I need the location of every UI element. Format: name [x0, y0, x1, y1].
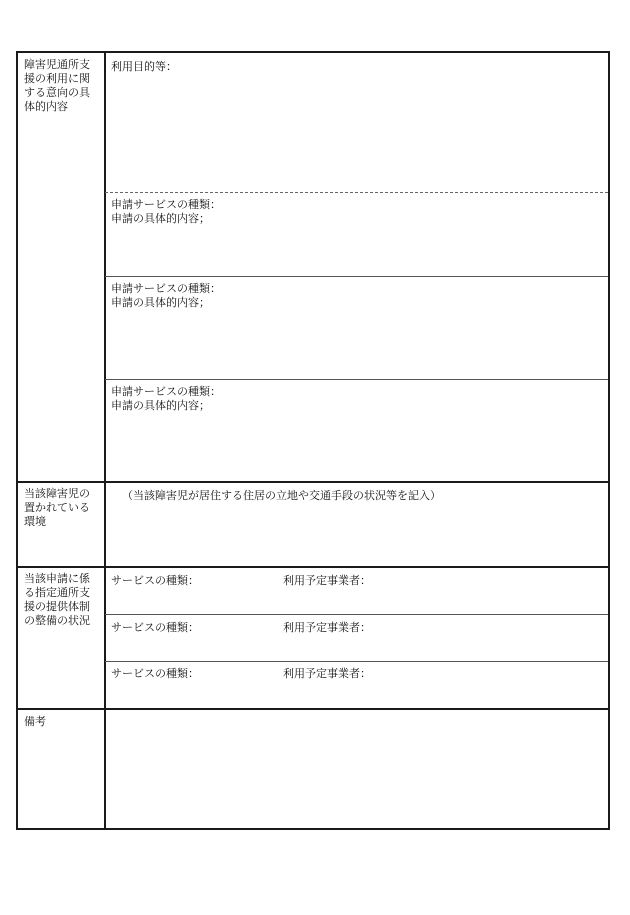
provision-row-2-provider-label: 利用予定事業者： — [283, 621, 371, 634]
request-3-service-type-label: 申請サービスの種類： — [111, 385, 221, 398]
request-divider-2 — [105, 379, 608, 380]
request-2-detail-label: 申請の具体的内容； — [111, 296, 210, 309]
section-divider-1 — [18, 481, 608, 483]
remarks-label: 備考 — [24, 715, 46, 728]
request-1-field[interactable] — [106, 229, 608, 273]
provision-row-1-field[interactable] — [106, 590, 608, 612]
request-3-field[interactable] — [106, 416, 608, 478]
provision-row-1-service-label: サービスの種類： — [111, 574, 199, 587]
purpose-divider — [105, 192, 608, 193]
request-2-service-type-label: 申請サービスの種類： — [111, 282, 221, 295]
section-divider-2 — [18, 566, 608, 568]
purpose-label: 利用目的等： — [111, 60, 177, 73]
environment-label: 当該障害児の置かれている環境 — [24, 487, 90, 528]
provision-row-2-field[interactable] — [106, 637, 608, 659]
environment-field[interactable] — [106, 505, 608, 563]
provision-label: 当該申請に係る指定通所支援の提供体制の整備の状況 — [24, 572, 90, 627]
provision-divider-1 — [105, 614, 608, 615]
request-1-service-type-label: 申請サービスの種類： — [111, 198, 221, 211]
provision-row-3-field[interactable] — [106, 683, 608, 705]
section-divider-3 — [18, 708, 608, 710]
application-form — [16, 51, 610, 830]
provision-row-3-provider-label: 利用予定事業者： — [283, 667, 371, 680]
provision-row-2-service-label: サービスの種類： — [111, 621, 199, 634]
request-divider-1 — [105, 276, 608, 277]
provision-row-3-service-label: サービスの種類： — [111, 667, 199, 680]
intent-label: 障害児通所支援の利用に関する意向の具体的内容 — [24, 58, 90, 113]
remarks-field[interactable] — [106, 712, 608, 826]
purpose-field[interactable] — [106, 77, 608, 189]
request-3-detail-label: 申請の具体的内容； — [111, 399, 210, 412]
request-1-detail-label: 申請の具体的内容； — [111, 212, 210, 225]
environment-note: （当該障害児が居住する住居の立地や交通手段の状況等を記入） — [122, 489, 441, 502]
request-2-field[interactable] — [106, 313, 608, 377]
provision-row-1-provider-label: 利用予定事業者： — [283, 574, 371, 587]
provision-divider-2 — [105, 661, 608, 662]
